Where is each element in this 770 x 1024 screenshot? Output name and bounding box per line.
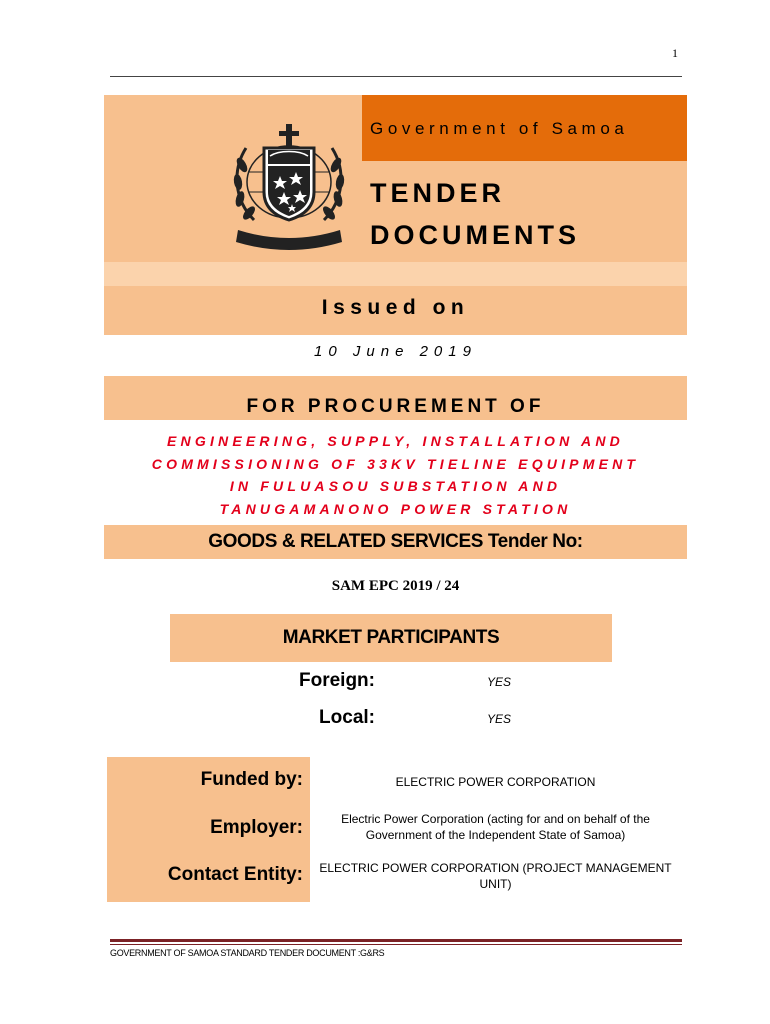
page-number: 1 (672, 46, 678, 60)
title-block-band (104, 262, 687, 286)
issued-date: 10 June 2019 (314, 343, 477, 360)
title-line-1: TENDER (370, 178, 506, 208)
employer-label: Employer: (210, 817, 303, 838)
description-line: ENGINEERING, SUPPLY, INSTALLATION AND (167, 433, 624, 449)
government-title: Government of Samoa (370, 119, 629, 138)
issued-on-label: Issued on (321, 296, 470, 319)
samoa-coat-of-arms-icon (224, 120, 354, 250)
contact-entity-label: Contact Entity: (167, 864, 303, 885)
footer-text: GOVERNMENT OF SAMOA STANDARD TENDER DOCUMENT :G&RS (110, 948, 385, 958)
local-value: YES (487, 712, 512, 726)
footer-rule (110, 939, 682, 942)
funded-by-label: Funded by: (200, 769, 303, 790)
footer-rule-thin (110, 944, 682, 945)
foreign-label: Foreign: (299, 670, 375, 691)
tender-documents-title (370, 172, 580, 256)
procurement-heading: FOR PROCUREMENT OF (246, 396, 545, 417)
header-rule (110, 76, 682, 77)
tender-number-heading: GOODS & RELATED SERVICES Tender No: (208, 531, 583, 552)
description-line: IN FULUASOU SUBSTATION AND (229, 478, 562, 494)
tender-number: SAM EPC 2019 / 24 (331, 578, 460, 594)
description-line: TANUGAMANONO POWER STATION (219, 500, 572, 517)
funded-by-value: ELECTRIC POWER CORPORATION (395, 775, 596, 789)
description-line: COMMISSIONING OF 33KV TIELINE EQUIPMENT (151, 455, 640, 472)
employer-value: Electric Power Corporation (acting for and on behalf of the Government of the Independent State of Samoa) (341, 812, 650, 842)
contact-entity-value: ELECTRIC POWER CORPORATION (PROJECT MANAGEMENT UNIT) (319, 861, 672, 891)
local-label: Local: (319, 707, 375, 728)
procurement-description (104, 430, 687, 520)
title-line-2: DOCUMENTS (370, 220, 580, 250)
foreign-value: YES (487, 675, 512, 689)
market-participants-heading: MARKET PARTICIPANTS (282, 627, 500, 648)
